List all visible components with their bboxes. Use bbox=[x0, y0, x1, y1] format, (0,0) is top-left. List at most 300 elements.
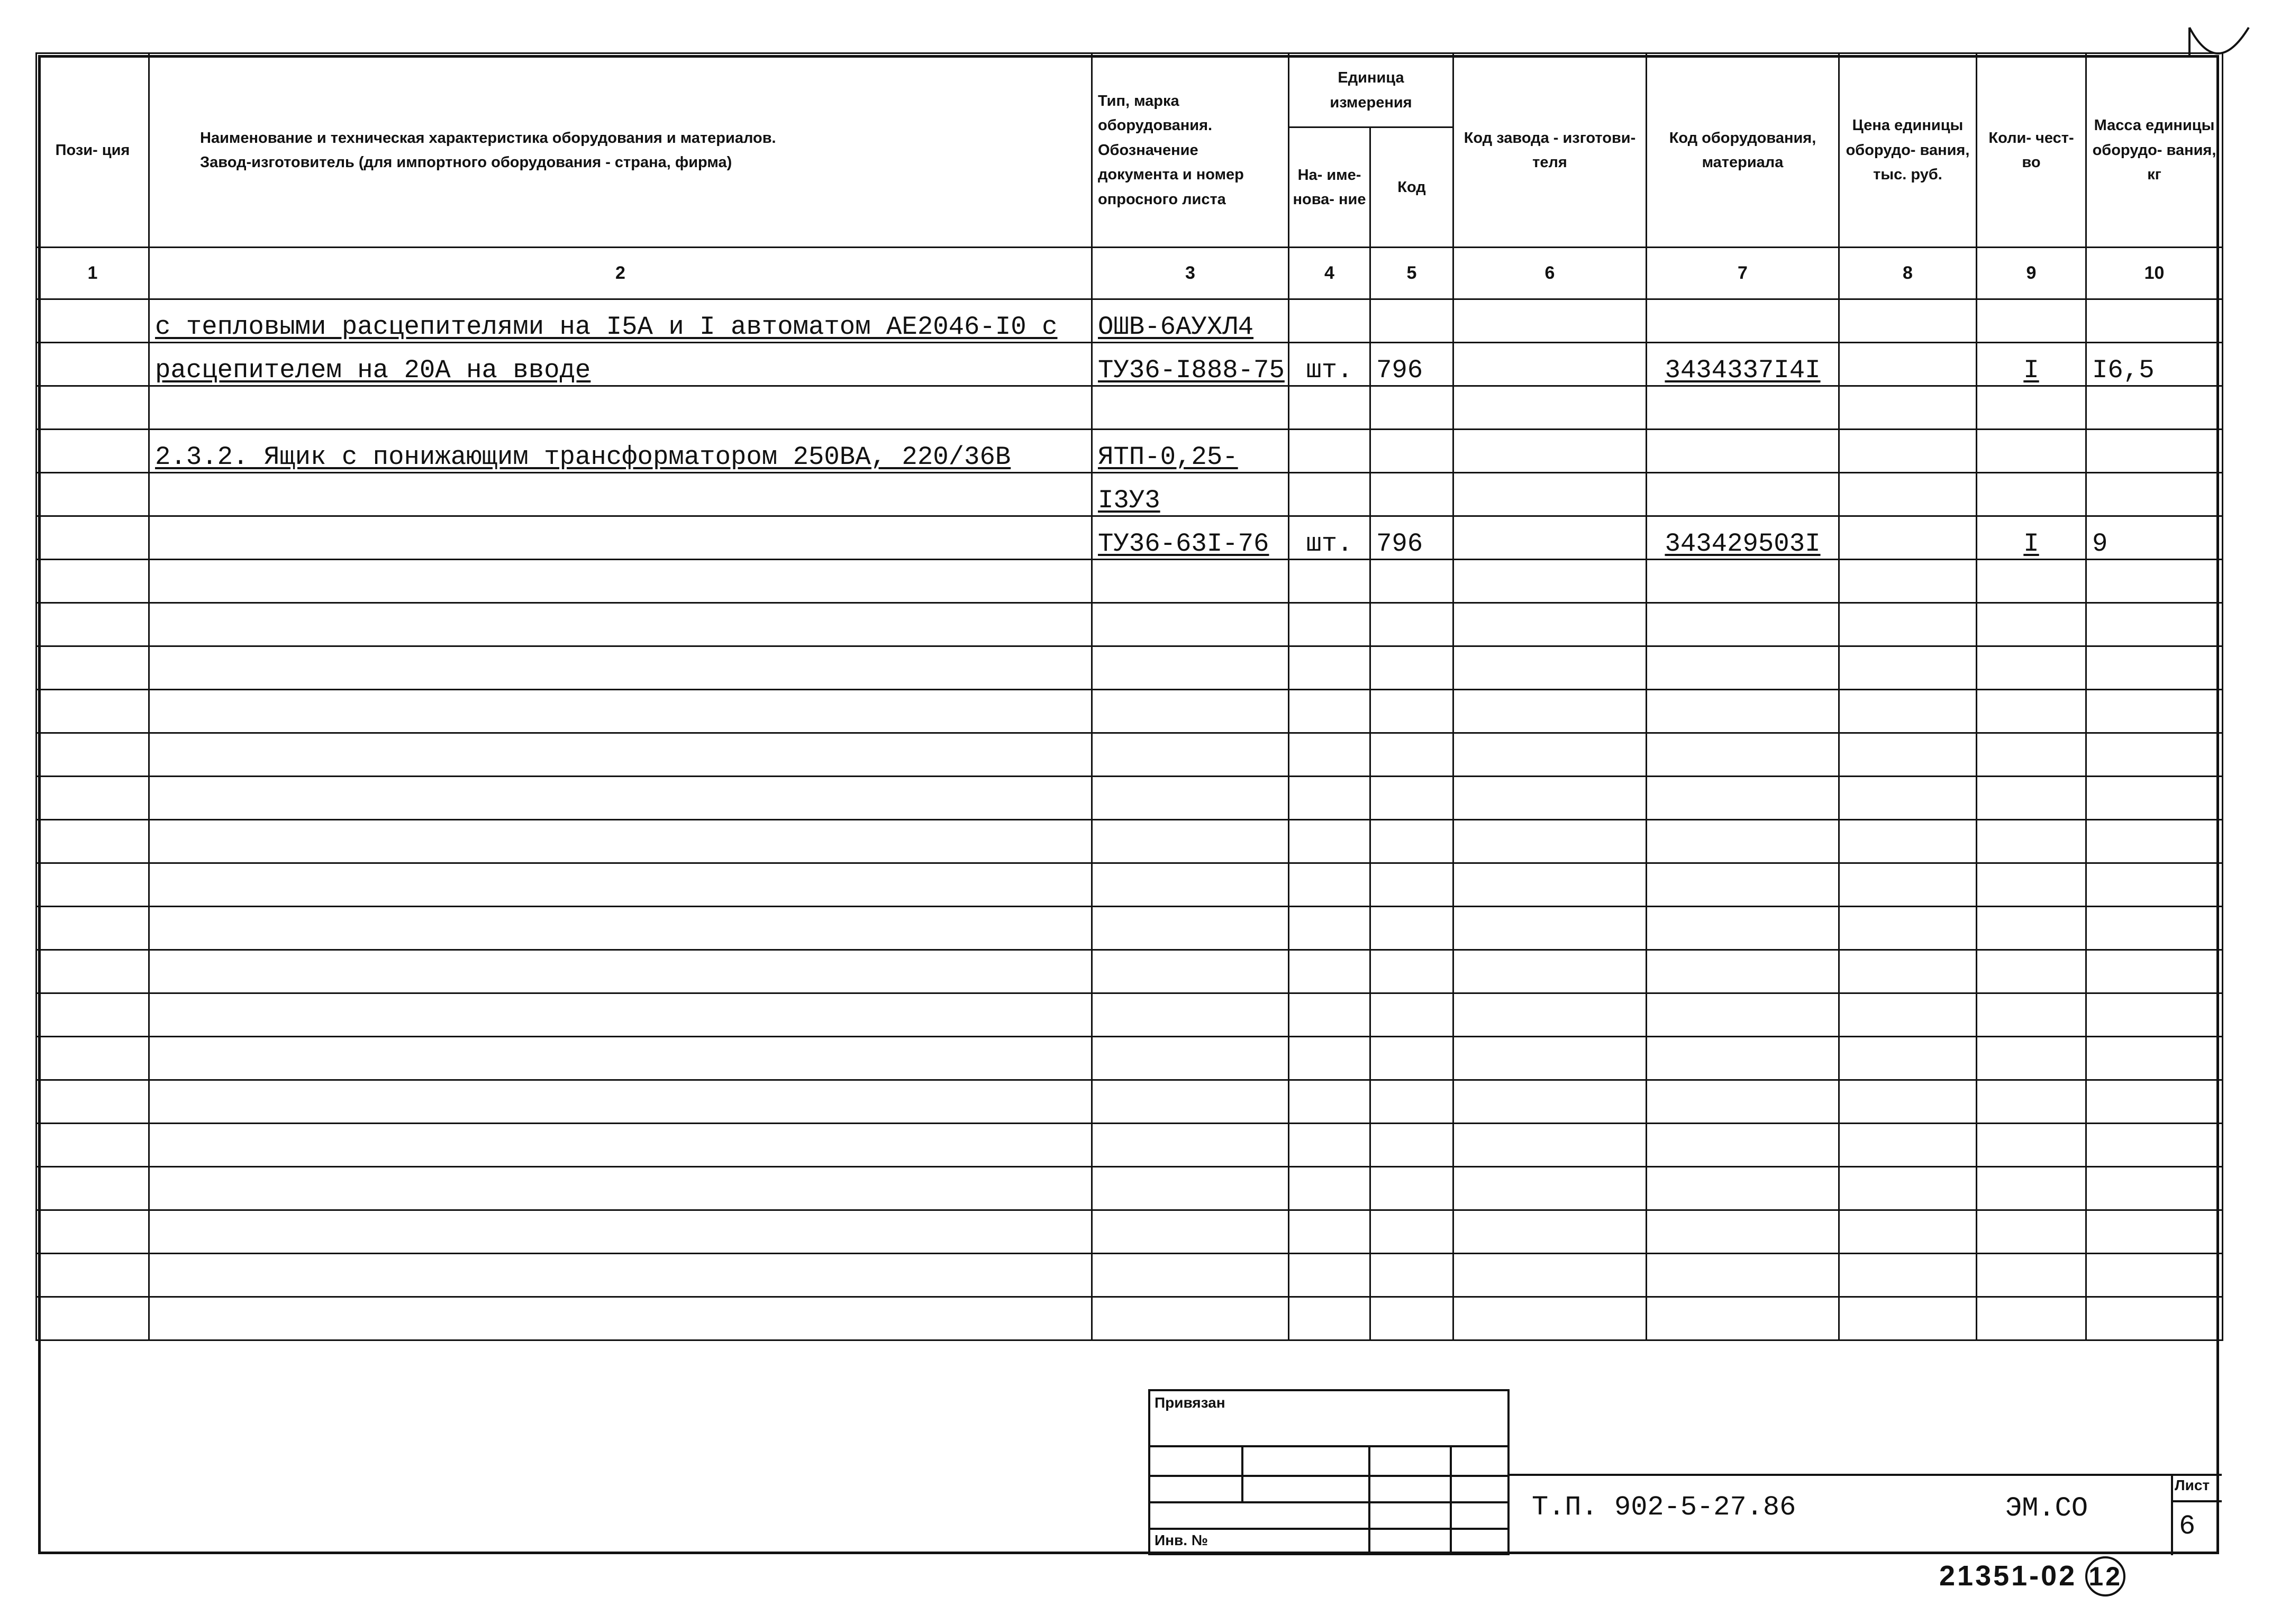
table-cell bbox=[1453, 690, 1647, 733]
table-row bbox=[37, 777, 2223, 820]
table-cell bbox=[1839, 1210, 1977, 1254]
table-cell bbox=[1839, 646, 1977, 690]
stamp-line bbox=[1148, 1475, 1510, 1477]
table-cell bbox=[1839, 386, 1977, 430]
table-cell bbox=[149, 1210, 1092, 1254]
table-cell bbox=[1370, 907, 1453, 950]
table-cell bbox=[1977, 430, 2086, 473]
header-name-line2: Завод-изготовитель (для импортного оборудования - страна, фирма) bbox=[200, 154, 732, 171]
table-row bbox=[37, 863, 2223, 907]
stamp-line bbox=[1148, 1501, 1510, 1503]
table-row bbox=[37, 430, 2223, 473]
table-cell: ТУ36-I888-75 bbox=[1092, 343, 1289, 386]
table-cell bbox=[2086, 1124, 2223, 1167]
table-cell bbox=[1289, 820, 1370, 863]
table-cell bbox=[1289, 1297, 1370, 1340]
table-cell bbox=[1289, 430, 1370, 473]
inventory-number-label: Инв. № bbox=[1155, 1532, 1208, 1548]
table-cell bbox=[1839, 299, 1977, 343]
table-cell bbox=[37, 733, 149, 777]
table-cell bbox=[1092, 863, 1289, 907]
table-cell bbox=[2086, 733, 2223, 777]
table-cell bbox=[1647, 1167, 1839, 1210]
table-cell bbox=[149, 1124, 1092, 1167]
sheet-box-line bbox=[2171, 1500, 2222, 1502]
table-cell bbox=[1839, 690, 1977, 733]
table-cell bbox=[1839, 1297, 1977, 1340]
table-cell bbox=[1453, 993, 1647, 1037]
column-number-row bbox=[37, 248, 2223, 299]
table-cell bbox=[1289, 733, 1370, 777]
table-cell bbox=[37, 473, 149, 516]
archive-number: 21351-02 bbox=[1939, 1560, 2077, 1592]
table-cell bbox=[37, 1167, 149, 1210]
table-cell bbox=[1977, 386, 2086, 430]
table-cell bbox=[1092, 386, 1289, 430]
table-cell bbox=[1839, 993, 1977, 1037]
stamp-line bbox=[1241, 1445, 1243, 1501]
col-number: 8 bbox=[1839, 248, 1977, 299]
table-cell bbox=[1289, 299, 1370, 343]
table-cell bbox=[2086, 950, 2223, 993]
table-cell bbox=[149, 690, 1092, 733]
table-cell: ЯТП-0,25- bbox=[1092, 430, 1289, 473]
table-cell bbox=[1289, 907, 1370, 950]
table-cell bbox=[37, 560, 149, 603]
table-cell bbox=[1289, 690, 1370, 733]
table-cell bbox=[149, 863, 1092, 907]
table-cell: I bbox=[1977, 516, 2086, 560]
table-cell bbox=[1839, 1037, 1977, 1080]
table-cell bbox=[2086, 299, 2223, 343]
table-cell bbox=[1977, 646, 2086, 690]
col-number: 3 bbox=[1092, 248, 1289, 299]
table-row bbox=[37, 820, 2223, 863]
table-cell bbox=[2086, 1167, 2223, 1210]
table-cell bbox=[1647, 646, 1839, 690]
table-cell: шт. bbox=[1289, 516, 1370, 560]
table-cell: расцепителем на 20А на вводе bbox=[149, 343, 1092, 386]
table-cell bbox=[1092, 820, 1289, 863]
table-row bbox=[37, 907, 2223, 950]
table-cell bbox=[2086, 1037, 2223, 1080]
table-cell bbox=[37, 690, 149, 733]
table-cell bbox=[1453, 473, 1647, 516]
table-cell bbox=[1839, 777, 1977, 820]
table-cell bbox=[1647, 820, 1839, 863]
table-cell bbox=[37, 299, 149, 343]
table-cell bbox=[1977, 733, 2086, 777]
table-cell: 3434337I4I bbox=[1647, 343, 1839, 386]
table-cell bbox=[1977, 993, 2086, 1037]
table-row bbox=[37, 646, 2223, 690]
table-cell bbox=[2086, 560, 2223, 603]
table-cell bbox=[1289, 473, 1370, 516]
table-cell bbox=[1453, 516, 1647, 560]
header-unit-group: Единица измерения bbox=[1289, 53, 1453, 127]
table-cell bbox=[149, 1254, 1092, 1297]
table-cell bbox=[1370, 777, 1453, 820]
table-cell bbox=[37, 516, 149, 560]
table-cell bbox=[1370, 950, 1453, 993]
table-cell bbox=[1092, 603, 1289, 646]
table-cell bbox=[2086, 907, 2223, 950]
table-cell bbox=[1453, 1037, 1647, 1080]
table-cell bbox=[1453, 343, 1647, 386]
table-cell bbox=[1647, 299, 1839, 343]
table-cell bbox=[1453, 950, 1647, 993]
col-number: 6 bbox=[1453, 248, 1647, 299]
table-cell bbox=[1647, 690, 1839, 733]
table-cell bbox=[2086, 603, 2223, 646]
table-cell bbox=[1453, 386, 1647, 430]
table-cell bbox=[1370, 1124, 1453, 1167]
table-cell bbox=[37, 1080, 149, 1124]
table-cell bbox=[37, 1254, 149, 1297]
table-row bbox=[37, 950, 2223, 993]
table-cell bbox=[1289, 1124, 1370, 1167]
table-cell bbox=[1839, 950, 1977, 993]
table-row bbox=[37, 386, 2223, 430]
table-cell bbox=[1289, 646, 1370, 690]
table-cell bbox=[1289, 993, 1370, 1037]
table-cell bbox=[1647, 386, 1839, 430]
table-cell bbox=[37, 993, 149, 1037]
table-cell bbox=[1289, 1210, 1370, 1254]
table-cell bbox=[2086, 1210, 2223, 1254]
table-cell bbox=[1647, 1210, 1839, 1254]
table-cell bbox=[1289, 950, 1370, 993]
sheet-number: 6 bbox=[2179, 1511, 2196, 1542]
table-cell bbox=[1092, 560, 1289, 603]
table-cell bbox=[37, 1297, 149, 1340]
table-cell bbox=[1977, 1254, 2086, 1297]
table-cell: 343429503I bbox=[1647, 516, 1839, 560]
table-cell bbox=[1977, 777, 2086, 820]
table-cell bbox=[1977, 1080, 2086, 1124]
table-cell bbox=[149, 473, 1092, 516]
binding-label: Привязан bbox=[1155, 1394, 1225, 1411]
table-cell bbox=[149, 516, 1092, 560]
table-cell bbox=[1453, 430, 1647, 473]
table-cell bbox=[149, 603, 1092, 646]
table-cell bbox=[1839, 603, 1977, 646]
table-cell bbox=[1647, 1124, 1839, 1167]
table-cell bbox=[37, 343, 149, 386]
table-cell bbox=[1977, 820, 2086, 863]
table-cell bbox=[1289, 1037, 1370, 1080]
table-cell: I6,5 bbox=[2086, 343, 2223, 386]
header-unit-name: На- име- нова- ние bbox=[1289, 127, 1370, 248]
table-cell bbox=[1647, 560, 1839, 603]
table-cell bbox=[1839, 473, 1977, 516]
table-cell bbox=[1370, 1297, 1453, 1340]
title-line bbox=[1510, 1474, 2222, 1476]
table-row bbox=[37, 560, 2223, 603]
col-number: 7 bbox=[1647, 248, 1839, 299]
header-price: Цена единицы оборудо- вания, тыс. руб. bbox=[1839, 53, 1977, 248]
table-cell bbox=[1370, 993, 1453, 1037]
table-cell bbox=[1453, 1167, 1647, 1210]
table-cell bbox=[1839, 1080, 1977, 1124]
table-cell: I bbox=[1977, 343, 2086, 386]
table-row bbox=[37, 1167, 2223, 1210]
table-cell bbox=[149, 646, 1092, 690]
table-cell bbox=[149, 1297, 1092, 1340]
header-name bbox=[149, 53, 1092, 248]
table-cell: I3У3 bbox=[1092, 473, 1289, 516]
header-equipment-code: Код оборудования, материала bbox=[1647, 53, 1839, 248]
table-cell bbox=[1370, 560, 1453, 603]
table-row bbox=[37, 1210, 2223, 1254]
table-cell bbox=[1453, 603, 1647, 646]
table-cell bbox=[149, 1037, 1092, 1080]
table-cell bbox=[1839, 863, 1977, 907]
col-number: 1 bbox=[37, 248, 149, 299]
page-circle: 12 bbox=[2085, 1556, 2125, 1596]
table-cell bbox=[1092, 1037, 1289, 1080]
table-cell bbox=[1453, 1080, 1647, 1124]
table-cell bbox=[1647, 473, 1839, 516]
table-row bbox=[37, 1124, 2223, 1167]
table-cell bbox=[1647, 777, 1839, 820]
col-number: 9 bbox=[1977, 248, 2086, 299]
table-cell bbox=[1092, 1080, 1289, 1124]
table-cell bbox=[1453, 907, 1647, 950]
table-cell bbox=[149, 820, 1092, 863]
table-cell bbox=[1092, 1167, 1289, 1210]
table-cell bbox=[1453, 646, 1647, 690]
table-cell: 796 bbox=[1370, 516, 1453, 560]
table-cell bbox=[1289, 386, 1370, 430]
table-cell bbox=[2086, 863, 2223, 907]
table-row bbox=[37, 1297, 2223, 1340]
header-mass: Масса единицы оборудо- вания, кг bbox=[2086, 53, 2223, 248]
document-code: ЭМ.СО bbox=[2005, 1493, 2088, 1524]
table-cell bbox=[1647, 1080, 1839, 1124]
table-cell: 2.3.2. Ящик с понижающим трансформатором 250ВА, 220/36В bbox=[149, 430, 1092, 473]
table-cell bbox=[1453, 299, 1647, 343]
table-cell bbox=[1289, 1167, 1370, 1210]
table-cell bbox=[1453, 733, 1647, 777]
table-cell bbox=[1977, 690, 2086, 733]
sheet-box-line bbox=[2171, 1474, 2173, 1555]
table-cell bbox=[1289, 1080, 1370, 1124]
table-cell bbox=[149, 1167, 1092, 1210]
table-cell bbox=[149, 993, 1092, 1037]
table-cell bbox=[2086, 430, 2223, 473]
document-designation: Т.П. 902-5-27.86 bbox=[1532, 1492, 1796, 1523]
table-cell bbox=[1370, 1037, 1453, 1080]
table-cell bbox=[1092, 1124, 1289, 1167]
table-cell bbox=[1647, 1254, 1839, 1297]
header-quantity: Коли- чест- во bbox=[1977, 53, 2086, 248]
table-cell bbox=[1092, 1210, 1289, 1254]
table-cell bbox=[1839, 820, 1977, 863]
table-cell bbox=[1370, 386, 1453, 430]
table-cell bbox=[1647, 907, 1839, 950]
table-cell bbox=[1647, 993, 1839, 1037]
table-cell bbox=[1453, 863, 1647, 907]
table-cell bbox=[1370, 646, 1453, 690]
table-cell bbox=[149, 1080, 1092, 1124]
table-cell bbox=[1839, 907, 1977, 950]
table-cell bbox=[1289, 1254, 1370, 1297]
table-row bbox=[37, 1254, 2223, 1297]
table-cell bbox=[1977, 1037, 2086, 1080]
table-cell bbox=[1092, 950, 1289, 993]
table-cell bbox=[2086, 1080, 2223, 1124]
table-cell bbox=[37, 1210, 149, 1254]
table-cell bbox=[2086, 473, 2223, 516]
table-cell bbox=[1977, 863, 2086, 907]
table-cell bbox=[1647, 950, 1839, 993]
table-cell bbox=[37, 907, 149, 950]
col-number: 2 bbox=[149, 248, 1092, 299]
table-cell bbox=[1370, 1254, 1453, 1297]
table-cell bbox=[1370, 863, 1453, 907]
equipment-spec-table bbox=[35, 52, 2223, 1341]
table-cell bbox=[1453, 1254, 1647, 1297]
table-cell bbox=[1092, 1254, 1289, 1297]
corner-mark bbox=[2185, 21, 2254, 63]
table-cell bbox=[2086, 1254, 2223, 1297]
table-cell: ТУ36-63I-76 bbox=[1092, 516, 1289, 560]
table-cell bbox=[1453, 1297, 1647, 1340]
table-cell bbox=[37, 950, 149, 993]
col-number: 4 bbox=[1289, 248, 1370, 299]
table-cell bbox=[1370, 603, 1453, 646]
table-cell bbox=[2086, 993, 2223, 1037]
table-cell bbox=[1647, 430, 1839, 473]
table-cell bbox=[1977, 1297, 2086, 1340]
table-row bbox=[37, 343, 2223, 386]
table-cell bbox=[37, 386, 149, 430]
table-row bbox=[37, 473, 2223, 516]
header-type: Тип, марка оборудования. Обозначение документа и номер опросного листа bbox=[1092, 53, 1289, 248]
table-cell bbox=[149, 777, 1092, 820]
stamp-line bbox=[1148, 1445, 1510, 1447]
table-cell bbox=[1647, 603, 1839, 646]
table-cell: 9 bbox=[2086, 516, 2223, 560]
table-cell bbox=[1839, 430, 1977, 473]
sheet-label: Лист bbox=[2175, 1477, 2210, 1493]
table-cell bbox=[1453, 777, 1647, 820]
header-position: Пози- ция bbox=[37, 53, 149, 248]
table-cell bbox=[37, 1037, 149, 1080]
table-cell bbox=[1977, 299, 2086, 343]
table-cell bbox=[37, 1124, 149, 1167]
table-row bbox=[37, 516, 2223, 560]
header-plant-code: Код завода - изготови- теля bbox=[1453, 53, 1647, 248]
table-cell bbox=[1092, 646, 1289, 690]
table-cell bbox=[1370, 1167, 1453, 1210]
table-cell bbox=[1839, 516, 1977, 560]
table-cell bbox=[1977, 1167, 2086, 1210]
table-cell bbox=[37, 777, 149, 820]
table-cell bbox=[149, 733, 1092, 777]
table-cell bbox=[1453, 1124, 1647, 1167]
table-cell bbox=[1289, 560, 1370, 603]
table-cell bbox=[149, 950, 1092, 993]
table-row bbox=[37, 603, 2223, 646]
table-cell bbox=[2086, 690, 2223, 733]
table-cell bbox=[1977, 603, 2086, 646]
header-name-line1: Наименование и техническая характеристика оборудования и материалов. bbox=[200, 129, 776, 147]
table-cell bbox=[1839, 1124, 1977, 1167]
table-cell bbox=[2086, 777, 2223, 820]
table-cell bbox=[2086, 1297, 2223, 1340]
table-cell bbox=[1370, 690, 1453, 733]
table-cell bbox=[1647, 1297, 1839, 1340]
archive-stamp bbox=[1939, 1556, 2125, 1596]
header-unit-code: Код bbox=[1370, 127, 1453, 248]
table-cell bbox=[1092, 733, 1289, 777]
table-cell: 796 bbox=[1370, 343, 1453, 386]
table-row bbox=[37, 993, 2223, 1037]
table-cell bbox=[1647, 1037, 1839, 1080]
table-cell: с тепловыми расцепителями на I5А и I автоматом АЕ2046-I0 с bbox=[149, 299, 1092, 343]
table-cell bbox=[1370, 733, 1453, 777]
table-cell bbox=[1453, 1210, 1647, 1254]
table-cell bbox=[1092, 993, 1289, 1037]
table-cell bbox=[1839, 1254, 1977, 1297]
table-cell bbox=[1839, 1167, 1977, 1210]
col-number: 5 bbox=[1370, 248, 1453, 299]
col-number: 10 bbox=[2086, 248, 2223, 299]
table-cell bbox=[1977, 1210, 2086, 1254]
table-cell bbox=[1092, 1297, 1289, 1340]
table-cell bbox=[1289, 863, 1370, 907]
table-cell bbox=[1092, 907, 1289, 950]
table-row bbox=[37, 1080, 2223, 1124]
table-cell bbox=[37, 820, 149, 863]
table-cell bbox=[1977, 473, 2086, 516]
table-cell bbox=[1453, 560, 1647, 603]
table-cell bbox=[37, 863, 149, 907]
table-cell bbox=[2086, 820, 2223, 863]
table-row bbox=[37, 733, 2223, 777]
table-cell bbox=[1092, 690, 1289, 733]
table-cell bbox=[1370, 473, 1453, 516]
table-cell bbox=[1839, 560, 1977, 603]
stamp-line bbox=[1450, 1445, 1452, 1555]
table-cell bbox=[149, 907, 1092, 950]
table-cell bbox=[2086, 646, 2223, 690]
table-cell bbox=[1370, 299, 1453, 343]
table-cell bbox=[149, 560, 1092, 603]
stamp-line bbox=[1368, 1445, 1370, 1555]
table-cell bbox=[1647, 733, 1839, 777]
table-row bbox=[37, 690, 2223, 733]
table-cell bbox=[37, 603, 149, 646]
table-cell bbox=[149, 386, 1092, 430]
table-cell bbox=[1839, 343, 1977, 386]
table-cell bbox=[1370, 1210, 1453, 1254]
table-row bbox=[37, 299, 2223, 343]
table-cell bbox=[37, 430, 149, 473]
table-cell bbox=[37, 646, 149, 690]
table-cell: ОШВ-6АУХЛ4 bbox=[1092, 299, 1289, 343]
table-row bbox=[37, 1037, 2223, 1080]
table-cell bbox=[1092, 777, 1289, 820]
table-cell bbox=[1977, 1124, 2086, 1167]
table-cell bbox=[1289, 603, 1370, 646]
table-cell bbox=[1289, 777, 1370, 820]
table-cell bbox=[1839, 733, 1977, 777]
table-cell bbox=[1647, 863, 1839, 907]
table-cell bbox=[1370, 430, 1453, 473]
